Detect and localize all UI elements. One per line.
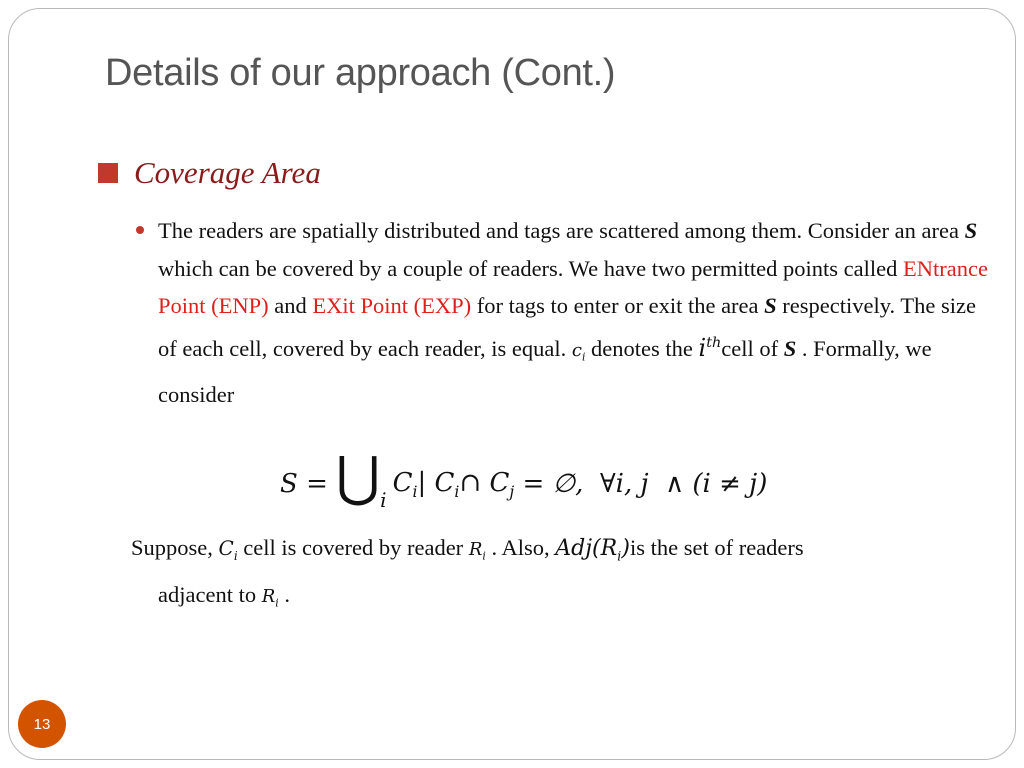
text-run: cell of	[721, 335, 784, 361]
eq-cond: | $C_i$	[417, 467, 460, 501]
text-run: and	[268, 293, 313, 318]
symbol-ci: $c_i$	[571, 339, 586, 364]
symbol-Ri: $R_i$	[468, 539, 486, 563]
slide-title: Details of our approach (Cont.)	[105, 52, 616, 94]
symbol-S: S	[964, 218, 978, 243]
page-number-badge: 13	[18, 700, 66, 748]
text-run: The readers are spatially distributed and tags are scattered among them. Consider an area	[158, 218, 965, 243]
union-symbol: $⋃_i$	[335, 445, 387, 512]
symbol-adj: $Adj(R_i)$	[555, 536, 630, 565]
section-heading: Coverage Area	[134, 155, 321, 190]
symbol-S: S	[764, 293, 777, 318]
text-run: . Formally, we consider	[158, 335, 932, 407]
text-run: denotes the	[585, 335, 699, 361]
text-run: for tags to enter or exit the area	[471, 293, 765, 318]
level1-bullet	[98, 155, 321, 191]
body-paragraph	[158, 212, 988, 413]
enp-label: ENtrance Point (ENP)	[158, 255, 988, 318]
square-bullet-icon	[98, 163, 118, 183]
exp-label: EXit Point (EXP)	[312, 293, 472, 318]
symbol-Ri: $R_i$	[261, 585, 279, 610]
eq-ci: $C_i$	[392, 467, 418, 501]
suppose-line-2: adjacent to $R_i$ .	[158, 581, 290, 610]
eq-lhs: S =	[280, 469, 328, 500]
symbol-S: S	[783, 335, 797, 361]
suppose-line-1: Suppose, $C_i$ cell is covered by reader $R_i$ . Also, $Adj(R_i)is$ the set of readers	[131, 535, 804, 565]
eq-tail: = ∅, ∀i, j ∧ (i ≠ j)	[514, 469, 768, 500]
round-bullet-icon	[136, 226, 144, 234]
symbol-ith: $i^{th}$	[698, 333, 722, 362]
eq-cap: ∩ $C_j$	[459, 467, 515, 501]
text-run: which can be covered by a couple of readers. We have two permitted points called	[158, 255, 903, 281]
equation	[280, 446, 767, 523]
symbol-Ci: $C_i$	[218, 536, 238, 563]
suppose-paragraph	[131, 529, 1001, 622]
text-run: respectively. The size of each cell, covered by each reader, is equal.	[158, 293, 976, 361]
